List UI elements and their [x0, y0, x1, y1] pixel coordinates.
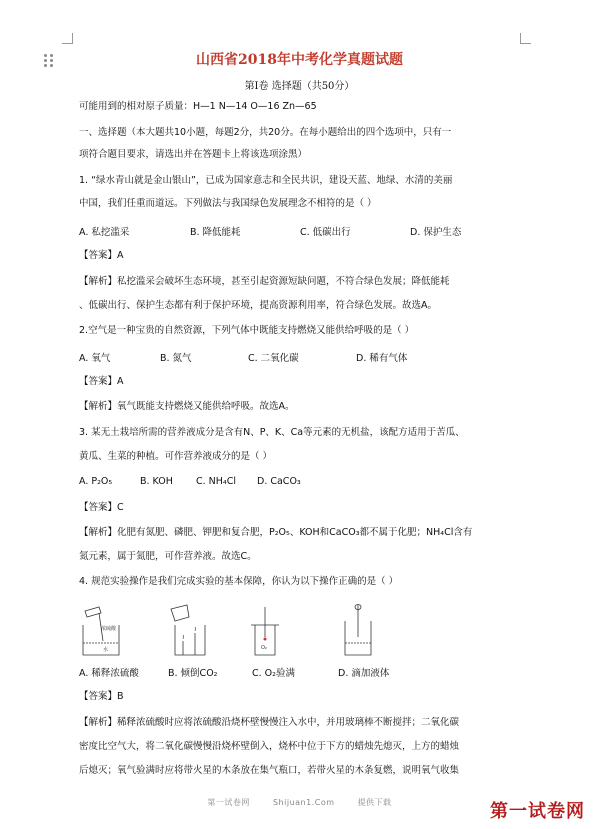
q1-option-c: C. 低碳出行 [300, 227, 351, 238]
q4-answer: 【答案】B [79, 691, 124, 702]
figure-d-drop-liquid [345, 605, 371, 656]
q3-option-a: A. P₂O₅ [79, 476, 113, 487]
section-subtitle: 第Ⅰ卷 选择题（共50分） [244, 81, 355, 92]
footer-download-note: 提供下载 [357, 798, 392, 807]
q2-stem: 2.空气是一种宝贵的自然资源，下列气体中既能支持燃烧又能供给呼吸的是（ ） [79, 325, 415, 336]
q4-option-c: C. O₂验满 [252, 668, 295, 679]
q2-option-a: A. 氧气 [79, 353, 111, 364]
q4-option-d: D. 滴加液体 [338, 668, 390, 679]
q1-option-b: B. 降低能耗 [190, 227, 241, 238]
q1-analysis-line-1: 【解析】私挖滥采会破坏生态环境，甚至引起资源短缺问题，不符合绿色发展；降低能耗 [79, 276, 450, 287]
footer-site-url[interactable]: Shijuan1.Com [272, 798, 335, 807]
q2-analysis: 【解析】氧气既能支持燃烧又能供给呼吸。故选A。 [79, 401, 295, 412]
figure-c-oxygen-test [251, 607, 279, 655]
q2-option-b: B. 氮气 [160, 353, 192, 364]
instructions-line-2: 项符合题目要求，请选出并在答题卡上将该选项涂黑） [79, 149, 308, 160]
q2-answer: 【答案】A [79, 376, 124, 387]
fig-label-acid: 浓硫酸 [101, 626, 117, 632]
q3-option-c: C. NH₄Cl [196, 476, 237, 487]
q2-option-d: D. 稀有气体 [356, 353, 408, 364]
page-title: 山西省2018年中考化学真题试题 [196, 52, 403, 68]
q3-answer: 【答案】C [79, 502, 124, 513]
crop-mark-top-left [62, 33, 73, 44]
instructions-line-1: 一、选择题（本大题共10小题，每题2分，共20分。在每小题给出的四个选项中，只有一 [79, 127, 452, 138]
q4-option-b: B. 倾倒CO₂ [168, 668, 218, 679]
q1-option-a: A. 私挖滥采 [79, 227, 130, 238]
q4-analysis-line-2: 密度比空气大，将二氧化碳慢慢沿烧杯壁倒入，烧杯中位于下方的蜡烛先熄灭，上方的蜡烛 [79, 741, 460, 752]
lab-operation-figures [79, 603, 409, 659]
q1-answer: 【答案】A [79, 250, 124, 261]
q4-analysis-line-3: 后熄灭；氧气验满时应将带火星的木条放在集气瓶口，若带火星的木条复燃，说明氧气收集 [79, 765, 460, 776]
q4-option-a: A. 稀释浓硫酸 [79, 668, 139, 679]
q4-stem: 4. 规范实验操作是我们完成实验的基本保障，你认为以下操作正确的是（ ） [79, 576, 399, 587]
q3-analysis-line-1: 【解析】化肥有氮肥、磷肥、钾肥和复合肥，P₂O₅、KOH和CaCO₃都不属于化肥；NH₄Cl含有 [79, 527, 473, 538]
q3-stem-line-1: 3. 某无土栽培所需的营养液成分是含有N、P、K、Ca等元素的无机盐，该配方适用于苦瓜、 [79, 427, 465, 438]
atomic-mass-line: 可能用到的相对原子质量：H—1 N—14 O—16 Zn—65 [79, 101, 317, 112]
q2-option-c: C. 二氧化碳 [248, 353, 299, 364]
footer-site-name: 第一试卷网 [207, 798, 250, 807]
q3-option-d: D. CaCO₃ [257, 476, 301, 487]
q3-stem-line-2: 黄瓜、生菜的种植。可作营养液成分的是（ ） [79, 451, 273, 462]
q4-analysis-line-1: 【解析】稀释浓硫酸时应将浓硫酸沿烧杯壁慢慢注入水中，并用玻璃棒不断搅拌；二氧化碳 [79, 717, 460, 728]
q3-analysis-line-2: 氮元素，属于氮肥，可作营养液。故选C。 [79, 551, 257, 562]
q1-stem-line-2: 中国，我们任重而道远。下列做法与我国绿色发展理念不相符的是（ ） [79, 198, 377, 209]
q1-stem-line-1: 1. “绿水青山就是金山银山”，已成为国家意志和全民共识，建设天蓝、地绿、水清的美丽 [79, 175, 453, 186]
q3-option-b: B. KOH [140, 476, 173, 487]
q1-option-d: D. 保护生态 [410, 227, 462, 238]
brand-logo: 第一试卷网 [490, 801, 585, 822]
crop-mark-top-right [520, 33, 531, 44]
q1-analysis-line-2: 、低碳出行、保护生态都有利于保护环境，提高资源利用率，符合绿色发展。故选A。 [79, 300, 437, 311]
svg-text:O₂: O₂ [261, 645, 267, 651]
figure-a-dilute-acid [83, 607, 119, 655]
figure-b-pour-co2 [171, 605, 205, 655]
fig-label-water: 水 [103, 647, 109, 653]
